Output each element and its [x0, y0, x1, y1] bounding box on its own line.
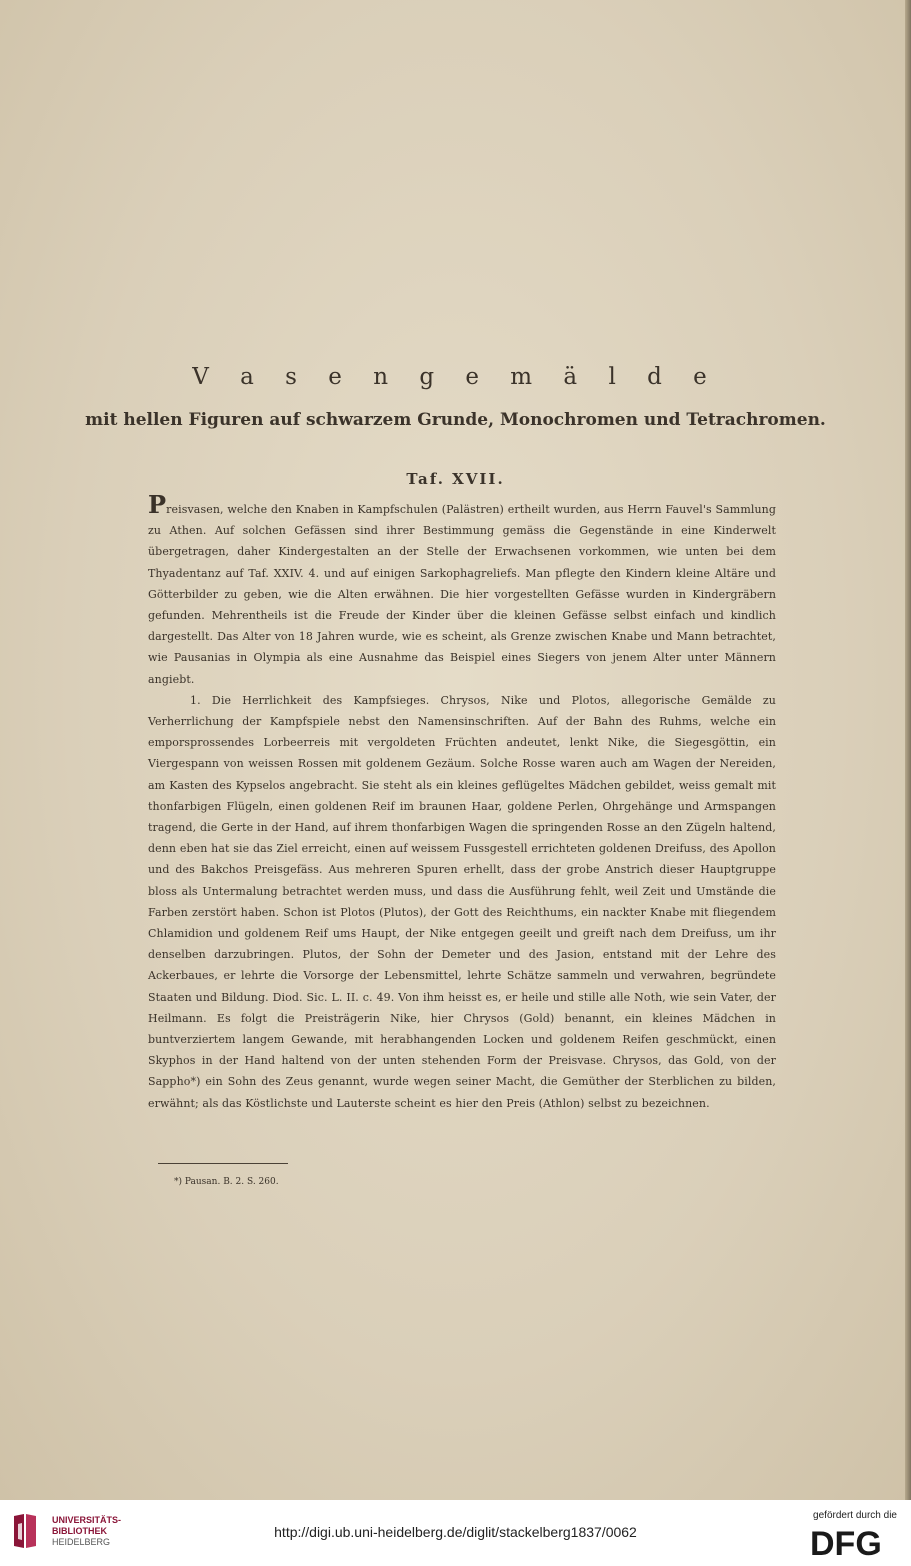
body-text [148, 490, 776, 1114]
library-name-line1: UNIVERSITÄTS- [52, 1515, 122, 1525]
paragraph-item-1: 1. Die Herrlichkeit des Kampfsieges. Chrysos, Nike und Plotos, allegorische Gemälde zu Verherrlichung der Kampfspiele nebst den Namensinschriften. Auf der Bahn des Ruhms, welche ein emporsprossendes Lorbeerreis mit vergoldeten Früchten andeutet, lenkt Nike, die Siegesgöttin, ein Viergespann von weissen Rossen mit goldenem Gezäum. Solche Rosse waren auch am Wagen der Nereiden, am Kasten des Kypselos angebracht. Sie steht als ein kleines geflügeltes Mädchen gebildet, weiss gemalt mit thonfarbigen Flügeln, einen goldenen Reif im braunen Haar, goldene Perlen, Ohrgehänge und Armspangen tragend, die Gerte in der Hand, auf ihrem thonfarbigen Wagen die springenden Rosse an den Zügeln haltend, denn eben hat sie das Ziel erreicht, einen auf weissem Fussgestell errichteten goldenen Dreifuss, des Apollon und des Bakchos Preisgefäss. Aus mehreren Spuren erhellt, dass der grobe Anstrich dieser Hauptgruppe bloss als Untermalung betrachtet werden muss, und dass die Ausführung fehlt, weil Zeit und Umstände die Farben zerstört haben. Schon ist Plotos (Plutos), der Gott des Reichthums, ein nackter Knabe mit fliegendem Chlamidion und goldenem Reif ums Haupt, der Nike entgegen geeilt und greift nach dem Dreifuss, um ihr denselben darzubringen. Plutos, der Sohn der Demeter und des Jasion, entstand mit der Lehre des Ackerbaues, er lehrte die Vorsorge der Lebensmittel, lehrte Schätze sammeln und verwahren, begründete Staaten und Bildung. Diod. Sic. L. II. c. 49. Von ihm heisst es, er heile und stille alle Noth, wie sein Vater, der Heilmann. Es folgt die Preisträgerin Nike, hier Chrysos (Gold) benannt, ein kleines Mädchen in buntverziertem langem Gewande, mit herabhangenden Locken und goldenem Reifen geschmückt, einen Skyphos in der Hand haltend von der unten stehenden Form der Preisvase. Chrysos, das Gold, von der Sappho*) ein Sohn des Zeus genannt, wurde wegen seiner Macht, die Gemüther der Sterblichen zu bilden, erwähnt; als das Köstlichste und Lauterste scheint es hier den Preis (Athlon) selbst zu bezeichnen. [148, 693, 776, 1110]
footnote-divider [158, 1163, 288, 1164]
paragraph-intro-text: reisvasen, welche den Knaben in Kampfschulen (Palästren) ertheilt wurden, aus Herrn Fauvel's Sammlung zu Athen. Auf solchen Gefässen sind ihrer Bestimmung gemäss die Gegenstände in eine Kinderwelt übergetragen, daher Kindergestalten an der Stelle der Erwachsenen vorkommen, wie unten bei dem Thyadentanz auf Taf. XXIV. 4. und auf einigen Sarkophagreliefs. Man pflegte den Kindern kleine Altäre und Götterbilder zu geben, wie die Alten erwähnen. Die hier vorgestellten Gefässe wurden in Kindergräbern gefunden. Mehrentheils ist die Freude der Kinder über die kleinen Gefässe selbst einfach und kindlich dargestellt. Das Alter von 18 Jahren wurde, wie es scheint, als Grenze zwischen Knabe und Mann betrachtet, wie Pausanias in Olympia als eine Ausnahme das Beispiel eines Siegers von jenem Alter unter Männern angiebt. [148, 503, 776, 686]
footnote: *) Pausan. B. 2. S. 260. [174, 1177, 279, 1187]
page-title: V a s e n g e m ä l d e [192, 364, 719, 390]
paragraph-intro [148, 490, 776, 690]
plate-heading: Taf. XVII. [406, 470, 505, 488]
page-subtitle: mit hellen Figuren auf schwarzem Grunde, Monochromen und Tetrachromen. [85, 410, 826, 430]
dfg-logo-icon [808, 1526, 898, 1558]
page-edge-shadow [905, 0, 911, 1500]
library-name-line3: HEIDELBERG [52, 1537, 111, 1547]
drop-cap: P [148, 490, 167, 519]
library-name-line2: BIBLIOTHEK [52, 1526, 107, 1536]
funding-note: gefördert durch die [813, 1510, 897, 1521]
permalink-url[interactable]: http://digi.ub.uni-heidelberg.de/diglit/stackelberg1837/0062 [274, 1524, 637, 1540]
dfg-logo-text: DFG [810, 1526, 882, 1558]
